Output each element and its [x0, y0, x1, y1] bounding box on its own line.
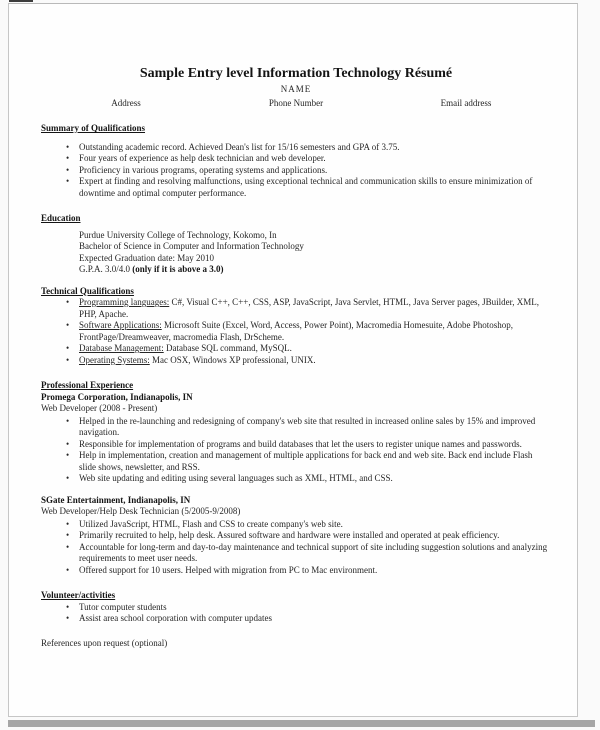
job-bullet-list [41, 519, 551, 577]
job-sgate [41, 495, 551, 577]
document-title: Sample Entry level Information Technology Résumé [139, 66, 453, 81]
summary-heading: Summary of Qualifications [41, 123, 146, 133]
summary-bullet-list [41, 142, 551, 200]
job-role: Web Developer (2008 - Present) [41, 403, 158, 413]
section-education [41, 213, 551, 276]
job-promega [41, 392, 551, 485]
contact-row [41, 98, 551, 110]
technical-label: Software Applications: [79, 320, 162, 330]
technical-bullet [41, 320, 551, 343]
page-corner-crop-mark [9, 0, 33, 2]
technical-label: Operating Systems: [79, 354, 150, 365]
technical-bullet [41, 355, 551, 367]
job-role: Web Developer/Help Desk Technician (5/2005-9/2008) [41, 506, 241, 516]
job-bullet: • Utilized JavaScript, HTML, Flash and CSS to create company's web site. [41, 519, 551, 531]
technical-bullet [41, 297, 551, 320]
address-placeholder: Address [111, 97, 141, 108]
education-line: Bachelor of Science in Computer and Information Technology [79, 241, 304, 251]
technical-label: Database Management: [79, 343, 164, 353]
job-bullet: • Offered support for 10 users. Helped with migration from PC to Mac environment. [41, 565, 551, 577]
name-placeholder: NAME [280, 84, 312, 94]
email-placeholder: Email address [440, 97, 492, 108]
summary-bullet: • Four years of experience as help desk technician and web developer. [41, 153, 551, 165]
technical-text: Database SQL command, MySQL. [163, 343, 292, 353]
gpa-value: G.P.A. 3.0/4.0 [79, 264, 133, 274]
education-line: Expected Graduation date: May 2010 [79, 252, 214, 263]
summary-bullet: • Expert at finding and resolving malfunctions, using exceptional technical and communication skills to ensure minimization of downtime and optimal computer performance. [41, 176, 551, 199]
technical-bullet-list [41, 297, 551, 366]
volunteer-heading: Volunteer/activities [41, 590, 116, 600]
summary-bullet: • Outstanding academic record. Achieved Dean's list for 15/16 semesters and GPA of 3.75. [41, 142, 551, 154]
document-content [9, 4, 577, 649]
section-experience [41, 380, 551, 576]
references-note: References upon request (optional) [41, 637, 168, 648]
technical-text: Mac OSX, Windows XP professional, UNIX. [149, 354, 316, 365]
job-bullet: • Primarily recruited to help, help desk. Assured software and hardware were installed and operated at peak efficiency. [41, 530, 551, 542]
volunteer-bullet-list [41, 602, 551, 625]
education-gpa-line [79, 264, 551, 276]
summary-bullet: • Proficiency in various programs, operating systems and applications. [41, 165, 551, 177]
experience-heading: Professional Experience [41, 380, 134, 390]
job-company: Promega Corporation, Indianapolis, IN [41, 391, 193, 402]
technical-label: Programming languages: [79, 297, 170, 307]
section-volunteer [41, 590, 551, 625]
job-bullet: • Responsible for implementation of programs and build databases that let the users to register unique names and passwords. [41, 439, 551, 451]
phone-placeholder: Phone Number [268, 97, 324, 108]
job-bullet: • Help in implementation, creation and management of multiple applications for back end and web site. Back end include Flash slide shows, newsletter, and RSS. [41, 450, 551, 473]
section-summary [41, 123, 551, 199]
job-bullet: • Web site updating and editing using several languages such as XML, HTML, and CSS. [41, 473, 551, 485]
education-details [41, 230, 551, 276]
education-line: Purdue University College of Technology, Kokomo, In [79, 229, 277, 240]
job-bullet-list [41, 416, 551, 485]
page-bottom-shadow [8, 720, 595, 727]
education-heading: Education [41, 213, 81, 223]
technical-heading: Technical Qualifications [41, 285, 134, 296]
gpa-note: (only if it is above a 3.0) [132, 264, 224, 274]
volunteer-bullet: • Tutor computer students [41, 602, 551, 614]
section-technical [41, 286, 551, 367]
technical-text: Microsoft Suite (Excel, Word, Access, Power Point), Macromedia Homesuite, Adobe Photoshop, FrontPage/Dreamweaver, macromedia Flash, DrScheme. [79, 320, 514, 342]
job-bullet: • Helped in the re-launching and redesigning of company's web site that resulted in increased online sales by 15% and improved navigation. [41, 416, 551, 439]
document-page [8, 3, 578, 717]
technical-text: C#, Visual C++, C++, CSS, ASP, JavaScript, Java Servlet, HTML, Java Server pages, JBuilder, XML, PHP, Apache. [79, 297, 539, 319]
job-company: SGate Entertainment, Indianapolis, IN [41, 494, 191, 505]
job-bullet: • Accountable for long-term and day-to-day maintenance and technical support of site including suggestion solutions and analyzing requirements to meet user needs. [41, 542, 551, 565]
volunteer-bullet: • Assist area school corporation with computer updates [41, 613, 551, 625]
technical-bullet [41, 343, 551, 355]
